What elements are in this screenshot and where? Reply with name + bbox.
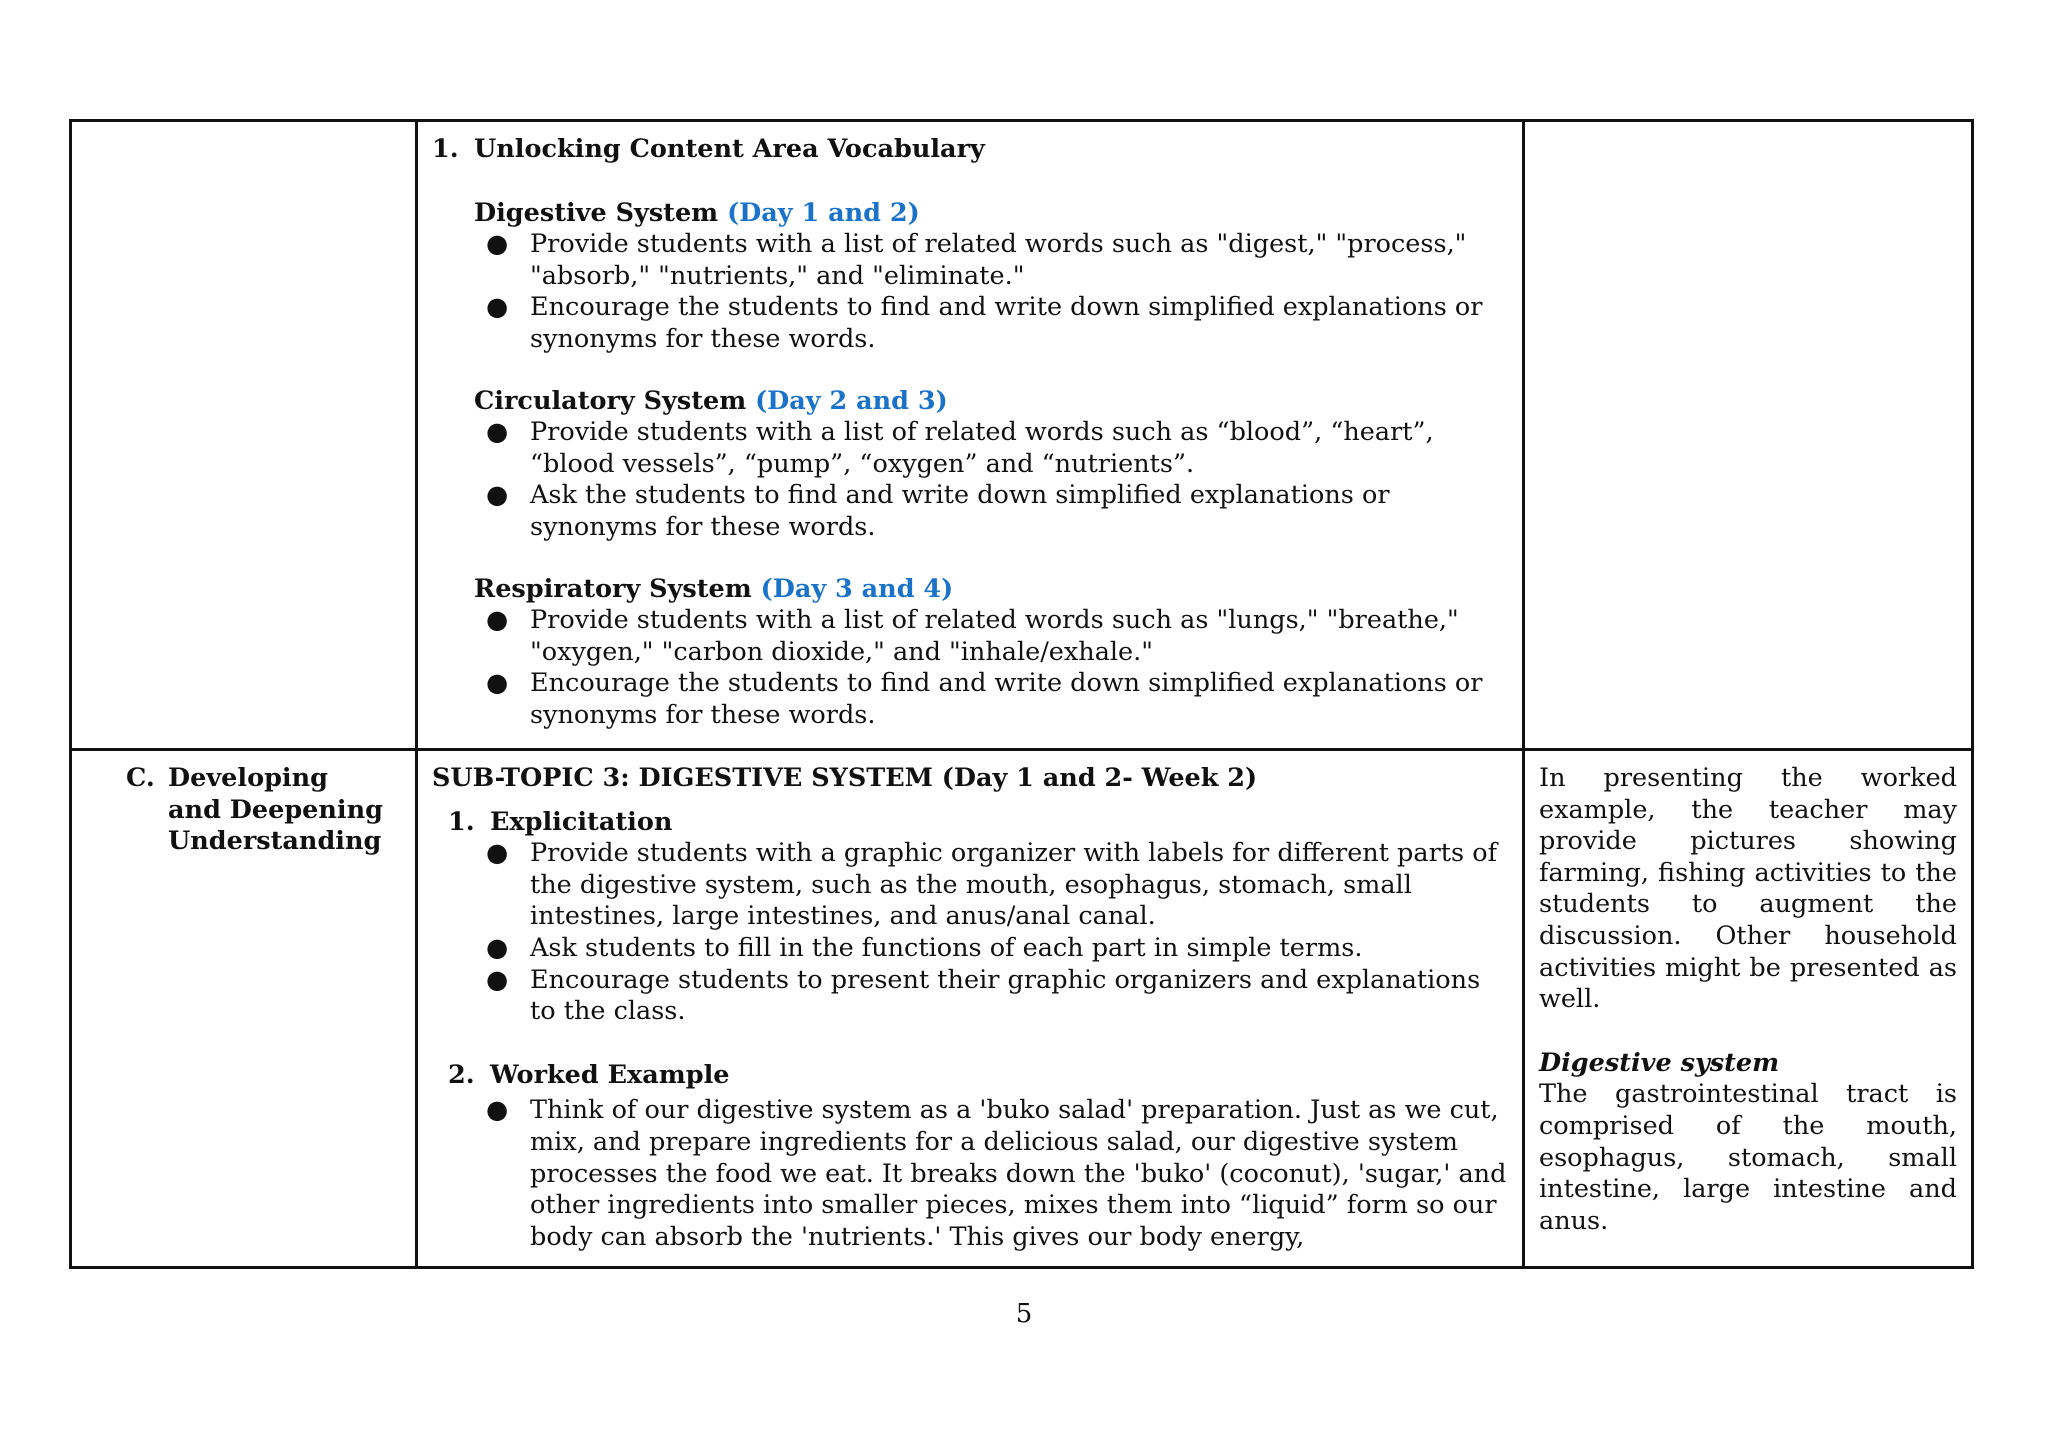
vocabulary-heading: [432, 134, 1508, 166]
worked-example-list: [432, 1095, 1508, 1253]
list-item: ● Provide students with a graphic organizer with labels for different parts of the digestive system, such as the mouth, esophagus, stomach, small intestines, large intestines, and anus/anal canal.: [474, 838, 1508, 933]
system-days: (Day 2 and 3): [755, 385, 948, 416]
list-item: ● Encourage students to present their graphic organizers and explanations to the class.: [474, 965, 1508, 1028]
stage-cell: [71, 750, 417, 1268]
notes-definition: The gastrointestinal tract is comprised of the mouth, esophagus, stomach, small intestine, large intestine and anus.: [1539, 1079, 1957, 1236]
system-days: (Day 3 and 4): [760, 573, 954, 604]
page-number: 5: [1015, 1299, 1033, 1329]
respiratory-system-heading: [474, 574, 1508, 606]
vocabulary-cell: [417, 121, 1524, 750]
bullet-icon: ●: [486, 668, 509, 699]
list-item: ● Provide students with a list of related words such as “blood”, “heart”, “blood vessels”, “pump”, “oxygen” and “nutrients”.: [474, 417, 1508, 480]
explicitation-title: Explicitation: [490, 806, 673, 837]
table-row-developing: [71, 750, 1973, 1268]
stage-cell-empty: [71, 121, 417, 750]
notes-subheading: Digestive system: [1539, 1047, 1780, 1078]
bullet-icon: ●: [486, 417, 509, 448]
respiratory-vocab-list: [432, 605, 1508, 731]
list-item: ● Encourage the students to find and write down simplified explanations or synonyms for these words.: [474, 292, 1508, 355]
list-item: ● Provide students with a list of related words such as "digest," "process," "absorb," "nutrients," and "eliminate.": [474, 229, 1508, 292]
system-days: (Day 1 and 2): [727, 197, 920, 228]
bullet-icon: ●: [486, 229, 509, 260]
digestive-system-heading: [474, 198, 1508, 230]
subtopic-cell: [417, 750, 1524, 1268]
teacher-note: In presenting the worked example, the teacher may provide pictures showing farming, fishing activities to the students to augment the discussion. Other household activities might be presented as well.: [1539, 763, 1957, 1015]
list-item: ● Encourage the students to find and write down simplified explanations or synonyms for these words.: [474, 668, 1508, 731]
bullet-icon: ●: [486, 932, 509, 963]
system-name: Digestive System: [474, 197, 719, 228]
subtopic-heading: SUB-TOPIC 3: DIGESTIVE SYSTEM (Day 1 and 2- Week 2): [432, 763, 1258, 793]
list-item: ● Think of our digestive system as a 'buko salad' preparation. Just as we cut, mix, and prepare ingredients for a delicious salad, our digestive system processes the food we eat. It breaks down the 'buko' (coconut), 'sugar,' and other ingredients into smaller pieces, mixes them into “liquid” form so our body can absorb the 'nutrients.' This gives our body energy,: [474, 1095, 1508, 1253]
worked-example-title: Worked Example: [490, 1059, 730, 1090]
explicitation-heading: [448, 807, 1508, 839]
vocabulary-title: Unlocking Content Area Vocabulary: [474, 134, 985, 164]
notes-cell-empty: [1524, 121, 1973, 750]
system-name: Respiratory System: [474, 573, 752, 604]
bullet-icon: ●: [486, 964, 509, 995]
bullet-icon: ●: [486, 838, 509, 869]
bullet-icon: ●: [486, 605, 509, 636]
circulatory-vocab-list: [432, 417, 1508, 543]
circulatory-system-heading: [474, 386, 1508, 418]
list-item: ● Ask the students to find and write down simplified explanations or synonyms for these words.: [474, 480, 1508, 543]
vocabulary-number: 1.: [432, 134, 459, 164]
explicitation-number: 1.: [448, 806, 475, 837]
bullet-icon: ●: [486, 1095, 509, 1126]
stage-title: Developing and Deepening Understanding: [168, 763, 383, 857]
table-row-vocabulary: [71, 121, 1973, 750]
bullet-icon: ●: [486, 292, 509, 323]
explicitation-list: [432, 838, 1508, 1028]
digestive-vocab-list: [432, 229, 1508, 355]
worked-example-number: 2.: [448, 1059, 475, 1090]
notes-cell: [1524, 750, 1973, 1268]
worked-example-heading: [448, 1060, 1508, 1092]
stage-letter: C.: [126, 763, 155, 793]
bullet-icon: ●: [486, 480, 509, 511]
lesson-plan-table: [69, 119, 1974, 1269]
list-item: ● Provide students with a list of related words such as "lungs," "breathe," "oxygen," "carbon dioxide," and "inhale/exhale.": [474, 605, 1508, 668]
stage-heading: [126, 763, 401, 858]
system-name: Circulatory System: [474, 385, 747, 416]
list-item: ● Ask students to fill in the functions of each part in simple terms.: [474, 933, 1508, 965]
